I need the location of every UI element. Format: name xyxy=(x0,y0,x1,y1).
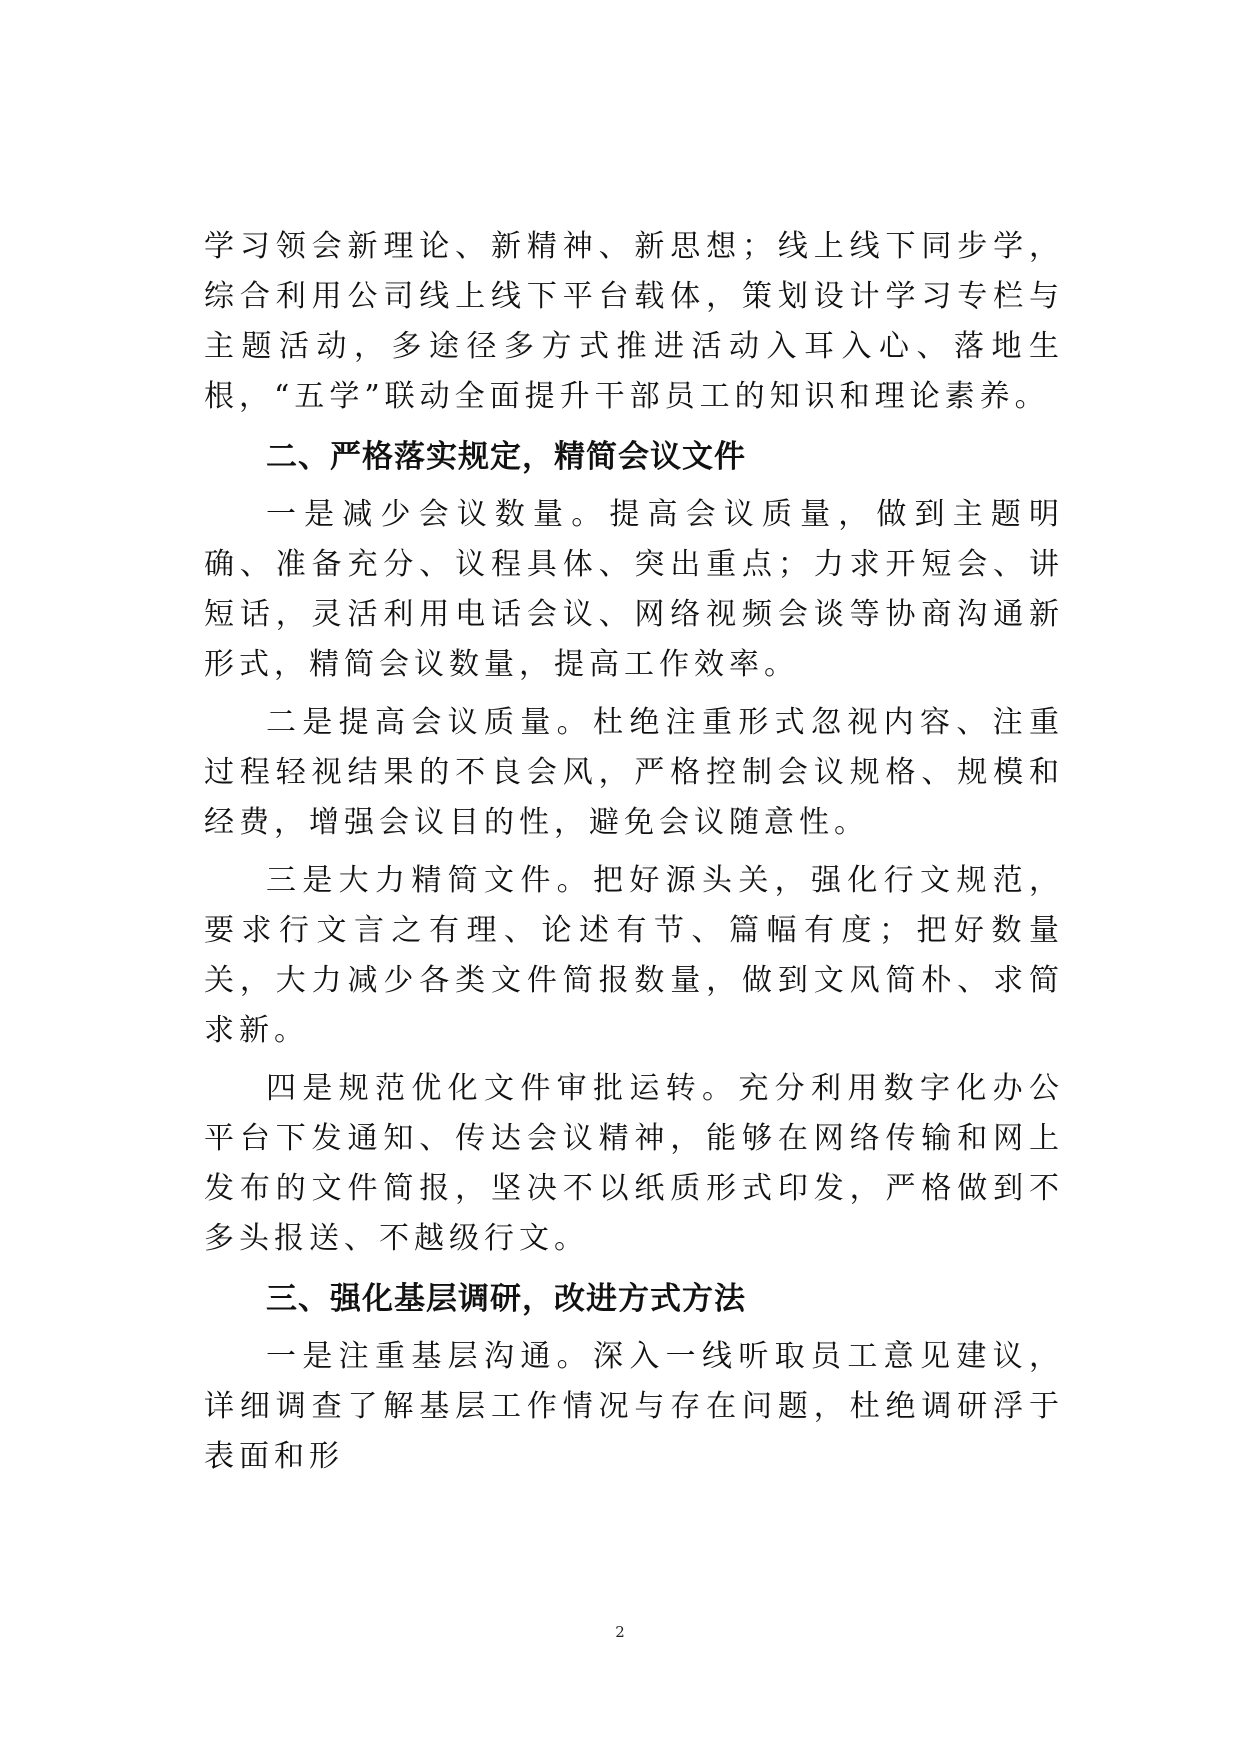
section-heading-2: 二、严格落实规定，精简会议文件 xyxy=(266,439,746,475)
paragraph-reduce-meetings: 一是减少会议数量。提高会议质量，做到主题明确、准备充分、议程具体、突出重点；力求开短会、讲短话，灵活利用电话会议、网络视频会谈等协商沟通新形式，精简会议数量，提高工作效率。 xyxy=(204,497,1064,682)
paragraph-document-approval: 四是规范优化文件审批运转。充分利用数字化办公平台下发通知、传达会议精神，能够在网络传输和网上发布的文件简报，坚决不以纸质形式印发，严格做到不多头报送、不越级行文。 xyxy=(204,1071,1064,1256)
page-number: 2 xyxy=(615,1623,625,1641)
document-body xyxy=(204,222,1064,1490)
section-heading-3: 三、强化基层调研，改进方式方法 xyxy=(266,1281,746,1317)
paragraph-grassroots-communication: 一是注重基层沟通。深入一线听取员工意见建议，详细调查了解基层工作情况与存在问题，杜绝调研浮于表面和形 xyxy=(204,1339,1064,1474)
paragraph-continuation: 学习领会新理论、新精神、新思想；线上线下同步学，综合利用公司线上线下平台载体，策划设计学习专栏与主题活动，多途径多方式推进活动入耳入心、落地生根，“五学”联动全面提升干部员工的知识和理论素养。 xyxy=(204,229,1064,414)
paragraph-simplify-documents: 三是大力精简文件。把好源头关，强化行文规范，要求行文言之有理、论述有节、篇幅有度；把好数量关，大力减少各类文件简报数量，做到文风简朴、求简求新。 xyxy=(204,863,1064,1048)
paragraph-meeting-quality: 二是提高会议质量。杜绝注重形式忽视内容、注重过程轻视结果的不良会风，严格控制会议规格、规模和经费，增强会议目的性，避免会议随意性。 xyxy=(204,705,1064,840)
